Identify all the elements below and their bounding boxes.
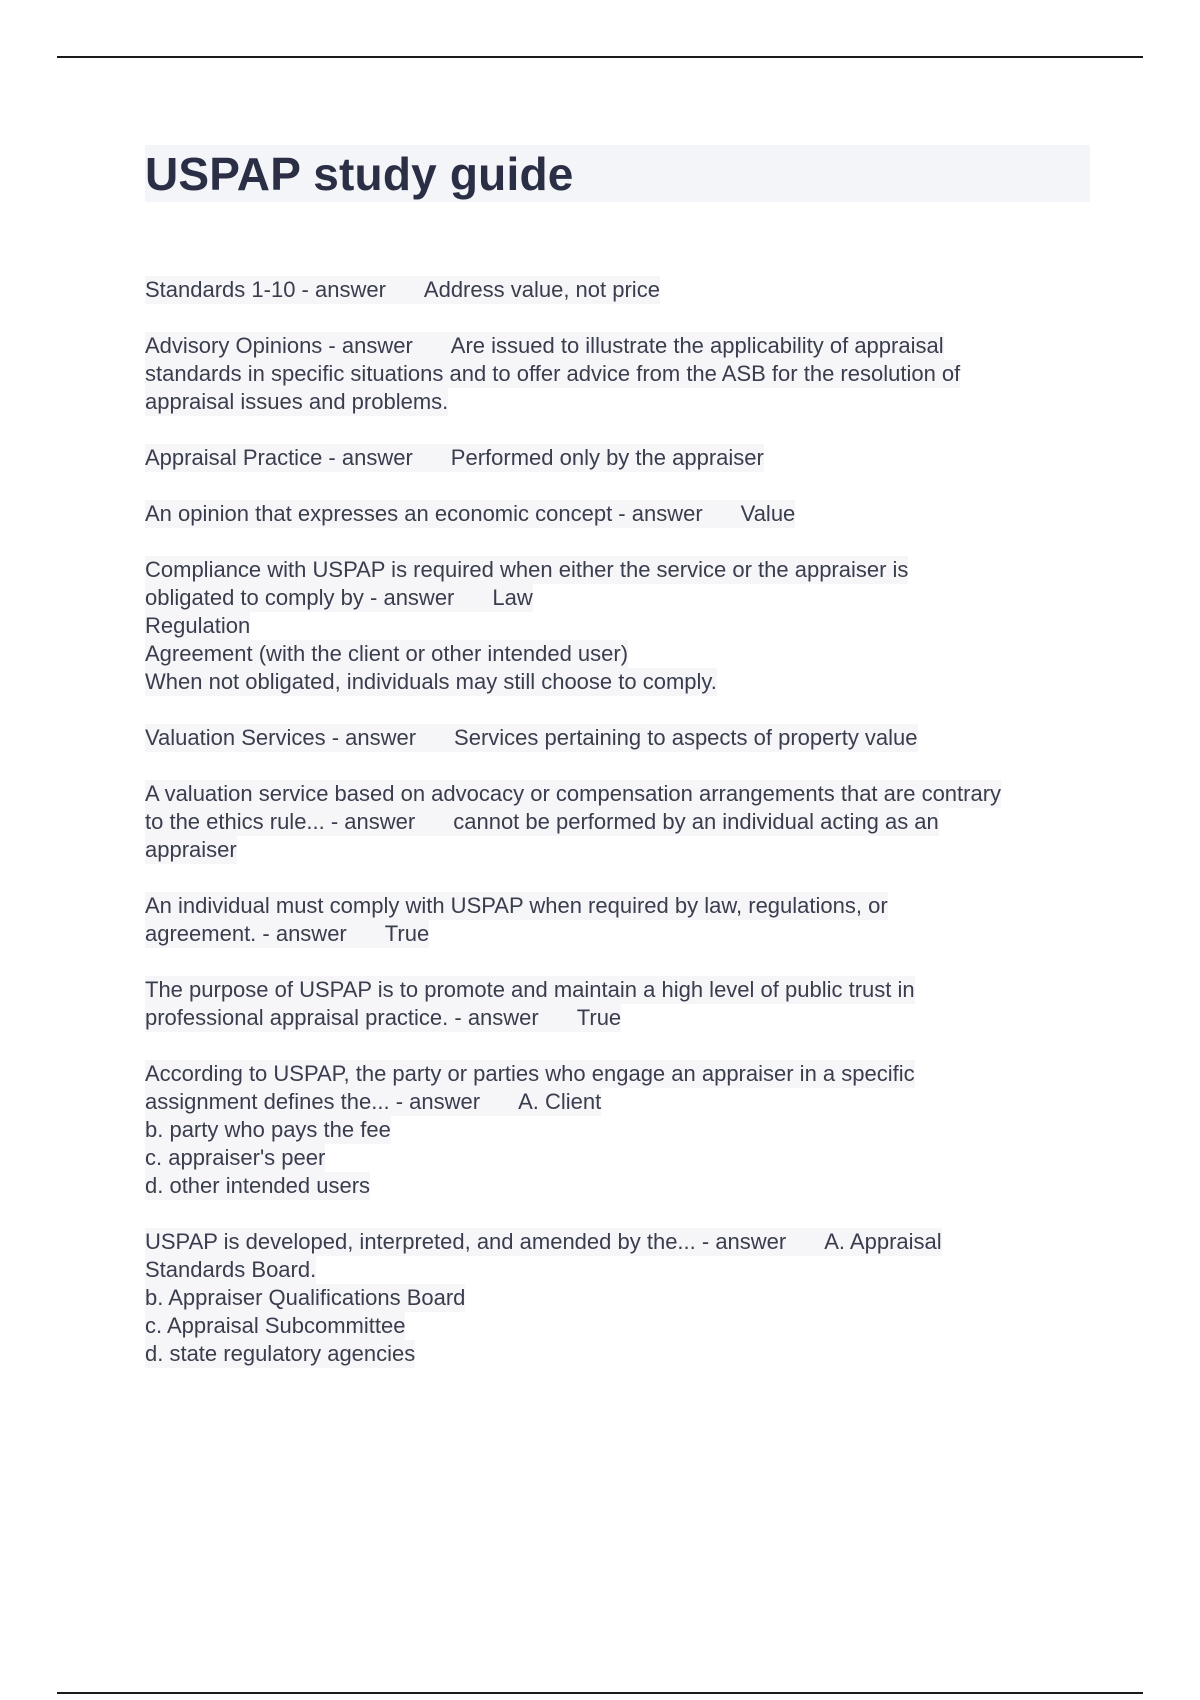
qa-entry [145, 780, 1090, 864]
qa-line [145, 920, 429, 948]
answer-text: Address value, not price [423, 277, 660, 302]
qa-entry [145, 724, 1090, 752]
question-text: assignment defines the... - answer [145, 1089, 481, 1114]
answer-line: Regulation [145, 613, 251, 638]
qa-line [145, 808, 939, 836]
answer-text: Performed only by the appraiser [450, 445, 764, 470]
answer-line: standards in specific situations and to offer advice from the ASB for the resolution of [145, 361, 961, 386]
bottom-rule [57, 1692, 1143, 1694]
answer-line: appraiser [145, 837, 237, 862]
question-text: obligated to comply by - answer [145, 585, 455, 610]
answer-line: Standards Board. [145, 1257, 317, 1282]
answer-text: cannot be performed by an individual acting as an [453, 809, 939, 834]
question-text: Appraisal Practice - answer [145, 445, 413, 470]
answer-line: appraisal issues and problems. [145, 389, 449, 414]
answer-line: b. party who pays the fee [145, 1117, 391, 1142]
qa-entry [145, 892, 1090, 948]
answer-text: True [576, 1005, 622, 1030]
qa-line [145, 276, 660, 304]
answer-text: A. Client [518, 1089, 602, 1114]
answer-line: Agreement (with the client or other intended user) [145, 641, 629, 666]
answer-text: Services pertaining to aspects of property value [454, 725, 918, 750]
question-text: An opinion that expresses an economic concept - answer [145, 501, 703, 526]
answer-line: d. other intended users [145, 1173, 371, 1198]
qa-line [145, 1228, 942, 1256]
question-text: USPAP is developed, interpreted, and amended by the... - answer [145, 1229, 787, 1254]
qa-line [145, 584, 533, 612]
answer-text: Are issued to illustrate the applicability of appraisal [450, 333, 944, 358]
answer-text: A. Appraisal [824, 1229, 942, 1254]
qa-entry [145, 500, 1090, 528]
answer-text: Law [492, 585, 533, 610]
qa-line [145, 332, 944, 360]
top-rule [57, 56, 1143, 58]
question-text: Advisory Opinions - answer [145, 333, 413, 358]
qa-entry [145, 276, 1090, 304]
qa-entry [145, 332, 1090, 416]
qa-line [145, 1004, 621, 1032]
qa-line [145, 500, 795, 528]
qa-entry [145, 1060, 1090, 1200]
page-title: USPAP study guide [145, 147, 574, 200]
question-line: A valuation service based on advocacy or compensation arrangements that are contrary [145, 781, 1002, 806]
question-line: The purpose of USPAP is to promote and maintain a high level of public trust in [145, 977, 915, 1002]
qa-line [145, 724, 918, 752]
qa-entry [145, 556, 1090, 696]
answer-text: Value [740, 501, 796, 526]
question-line: According to USPAP, the party or parties who engage an appraiser in a specific [145, 1061, 915, 1086]
title-band [145, 145, 1090, 202]
answer-line: c. appraiser's peer [145, 1145, 326, 1170]
qa-entry [145, 1228, 1090, 1368]
qa-line [145, 1088, 601, 1116]
question-text: agreement. - answer [145, 921, 347, 946]
question-text: Valuation Services - answer [145, 725, 417, 750]
answer-line: c. Appraisal Subcommittee [145, 1313, 406, 1338]
question-line: An individual must comply with USPAP when required by law, regulations, or [145, 893, 888, 918]
question-line: Compliance with USPAP is required when either the service or the appraiser is [145, 557, 909, 582]
answer-line: d. state regulatory agencies [145, 1341, 416, 1366]
answer-line: b. Appraiser Qualifications Board [145, 1285, 466, 1310]
qa-entry [145, 444, 1090, 472]
question-text: professional appraisal practice. - answer [145, 1005, 539, 1030]
document-body [145, 145, 1090, 1396]
answer-line: When not obligated, individuals may still choose to comply. [145, 669, 717, 694]
qa-line [145, 444, 764, 472]
qa-entry [145, 976, 1090, 1032]
question-text: to the ethics rule... - answer [145, 809, 416, 834]
question-text: Standards 1-10 - answer [145, 277, 386, 302]
answer-text: True [384, 921, 430, 946]
